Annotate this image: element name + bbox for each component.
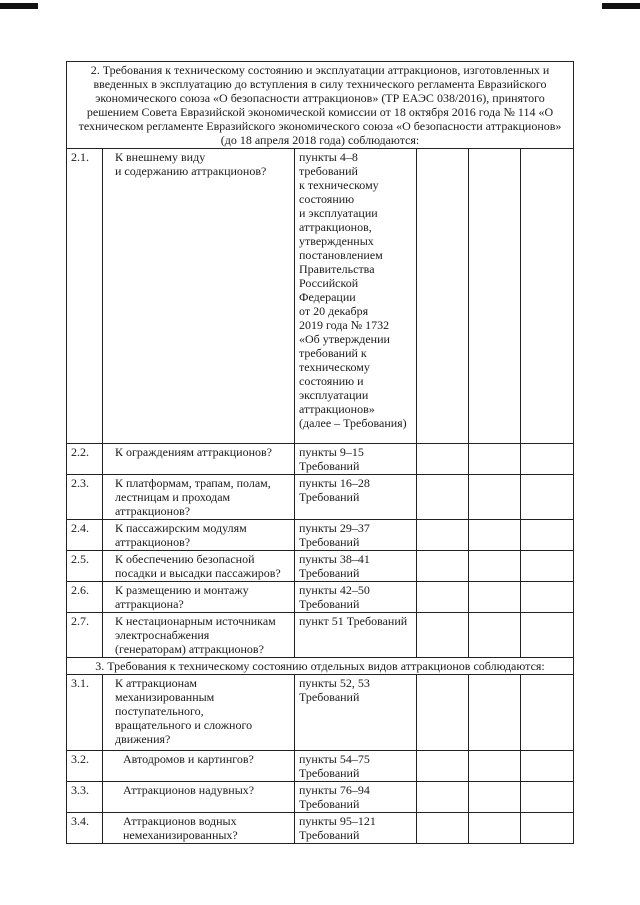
answer-cell[interactable] [521,520,574,551]
item-number: 2.3. [67,475,103,520]
answer-cell[interactable] [469,444,521,475]
item-number: 2.1. [67,149,103,444]
answer-cell[interactable] [521,613,574,658]
answer-cell[interactable] [469,813,521,844]
answer-cell[interactable] [417,551,469,582]
answer-cell[interactable] [417,613,469,658]
answer-cell[interactable] [469,613,521,658]
answer-cell[interactable] [521,782,574,813]
table-row [67,551,574,582]
item-number: 3.1. [67,675,103,751]
section-2-header: 2. Требования к техническому состоянию и эксплуатации аттракционов, изготовленных и введенных в эксплуатацию до вступления в силу технического регламента Евразийского экономического союза «О безопасности аттракционов» (ТР ЕАЭС 038/2016), принятого решением Совета Евразийской экономической комиссии от 18 октября 2016 года № 114 «О техническом регламенте Евразийского экономического союза «О безопасности аттракционов» (до 18 апреля 2018 года) соблюдаются: [67,62,574,149]
requirement-question: К обеспечению безопасной посадки и высадки пассажиров? [103,551,295,582]
item-number: 2.7. [67,613,103,658]
table-row [67,813,574,844]
item-number: 2.4. [67,520,103,551]
table-row [67,520,574,551]
requirement-question: Автодромов и картингов? [103,751,295,782]
answer-cell[interactable] [469,675,521,751]
item-number: 3.3. [67,782,103,813]
requirement-reference: пункты 9–15 Требований [295,444,417,475]
requirement-reference: пункты 16–28 Требований [295,475,417,520]
table-row [67,149,574,444]
answer-cell[interactable] [417,751,469,782]
requirement-reference: пункты 38–41 Требований [295,551,417,582]
answer-cell[interactable] [521,813,574,844]
requirement-question: К размещению и монтажу аттракциона? [103,582,295,613]
answer-cell[interactable] [417,813,469,844]
requirement-reference: пункты 54–75 Требований [295,751,417,782]
requirement-reference: пункты 76–94 Требований [295,782,417,813]
section-header-row [67,658,574,675]
requirement-question: К аттракционам механизированным поступательного, вращательного и сложного движения? [103,675,295,751]
section-3-header: 3. Требования к техническому состоянию отдельных видов аттракционов соблюдаются: [67,658,574,675]
answer-cell[interactable] [469,782,521,813]
answer-cell[interactable] [521,475,574,520]
answer-cell[interactable] [469,149,521,444]
requirement-question: К нестационарным источникам электроснабжения (генераторам) аттракционов? [103,613,295,658]
answer-cell[interactable] [469,751,521,782]
requirement-question: Аттракционов надувных? [103,782,295,813]
checklist-table [66,61,574,844]
section-2-rows [67,149,574,658]
answer-cell[interactable] [521,675,574,751]
answer-cell[interactable] [417,675,469,751]
table-row [67,444,574,475]
answer-cell[interactable] [417,582,469,613]
table-row [67,475,574,520]
item-number: 2.6. [67,582,103,613]
requirement-question: К пассажирским модулям аттракционов? [103,520,295,551]
requirement-reference: пункты 4–8 требований к техническому состоянию и эксплуатации аттракционов, утвержденных постановлением Правительства Российской Федерации от 20 декабря 2019 года № 1732 «Об утверждении требований к техническому состоянию и эксплуатации аттракционов» (далее – Требования) [295,149,417,444]
answer-cell[interactable] [417,782,469,813]
requirement-reference: пункты 42–50 Требований [295,582,417,613]
answer-cell[interactable] [417,444,469,475]
requirement-reference: пункты 52, 53 Требований [295,675,417,751]
requirement-question: К ограждениям аттракционов? [103,444,295,475]
section-header-row [67,62,574,149]
answer-cell[interactable] [417,149,469,444]
answer-cell[interactable] [521,751,574,782]
answer-cell[interactable] [417,475,469,520]
requirement-reference: пункт 51 Требований [295,613,417,658]
item-number: 2.2. [67,444,103,475]
requirement-question: К платформам, трапам, полам, лестницам и проходам аттракционов? [103,475,295,520]
item-number: 3.4. [67,813,103,844]
answer-cell[interactable] [521,551,574,582]
answer-cell[interactable] [521,444,574,475]
answer-cell[interactable] [521,582,574,613]
table-row [67,751,574,782]
answer-cell[interactable] [469,582,521,613]
item-number: 2.5. [67,551,103,582]
answer-cell[interactable] [469,551,521,582]
item-number: 3.2. [67,751,103,782]
requirement-reference: пункты 29–37 Требований [295,520,417,551]
answer-cell[interactable] [469,475,521,520]
table-row [67,613,574,658]
table-row [67,782,574,813]
answer-cell[interactable] [417,520,469,551]
requirement-reference: пункты 95–121 Требований [295,813,417,844]
scan-corner-mark [602,3,640,9]
requirement-question: К внешнему виду и содержанию аттракционов? [103,149,295,444]
table-row [67,675,574,751]
table-row [67,582,574,613]
scan-corner-mark [0,3,38,9]
answer-cell[interactable] [521,149,574,444]
answer-cell[interactable] [469,520,521,551]
requirement-question: Аттракционов водных немеханизированных? [103,813,295,844]
section-3-rows [67,675,574,844]
